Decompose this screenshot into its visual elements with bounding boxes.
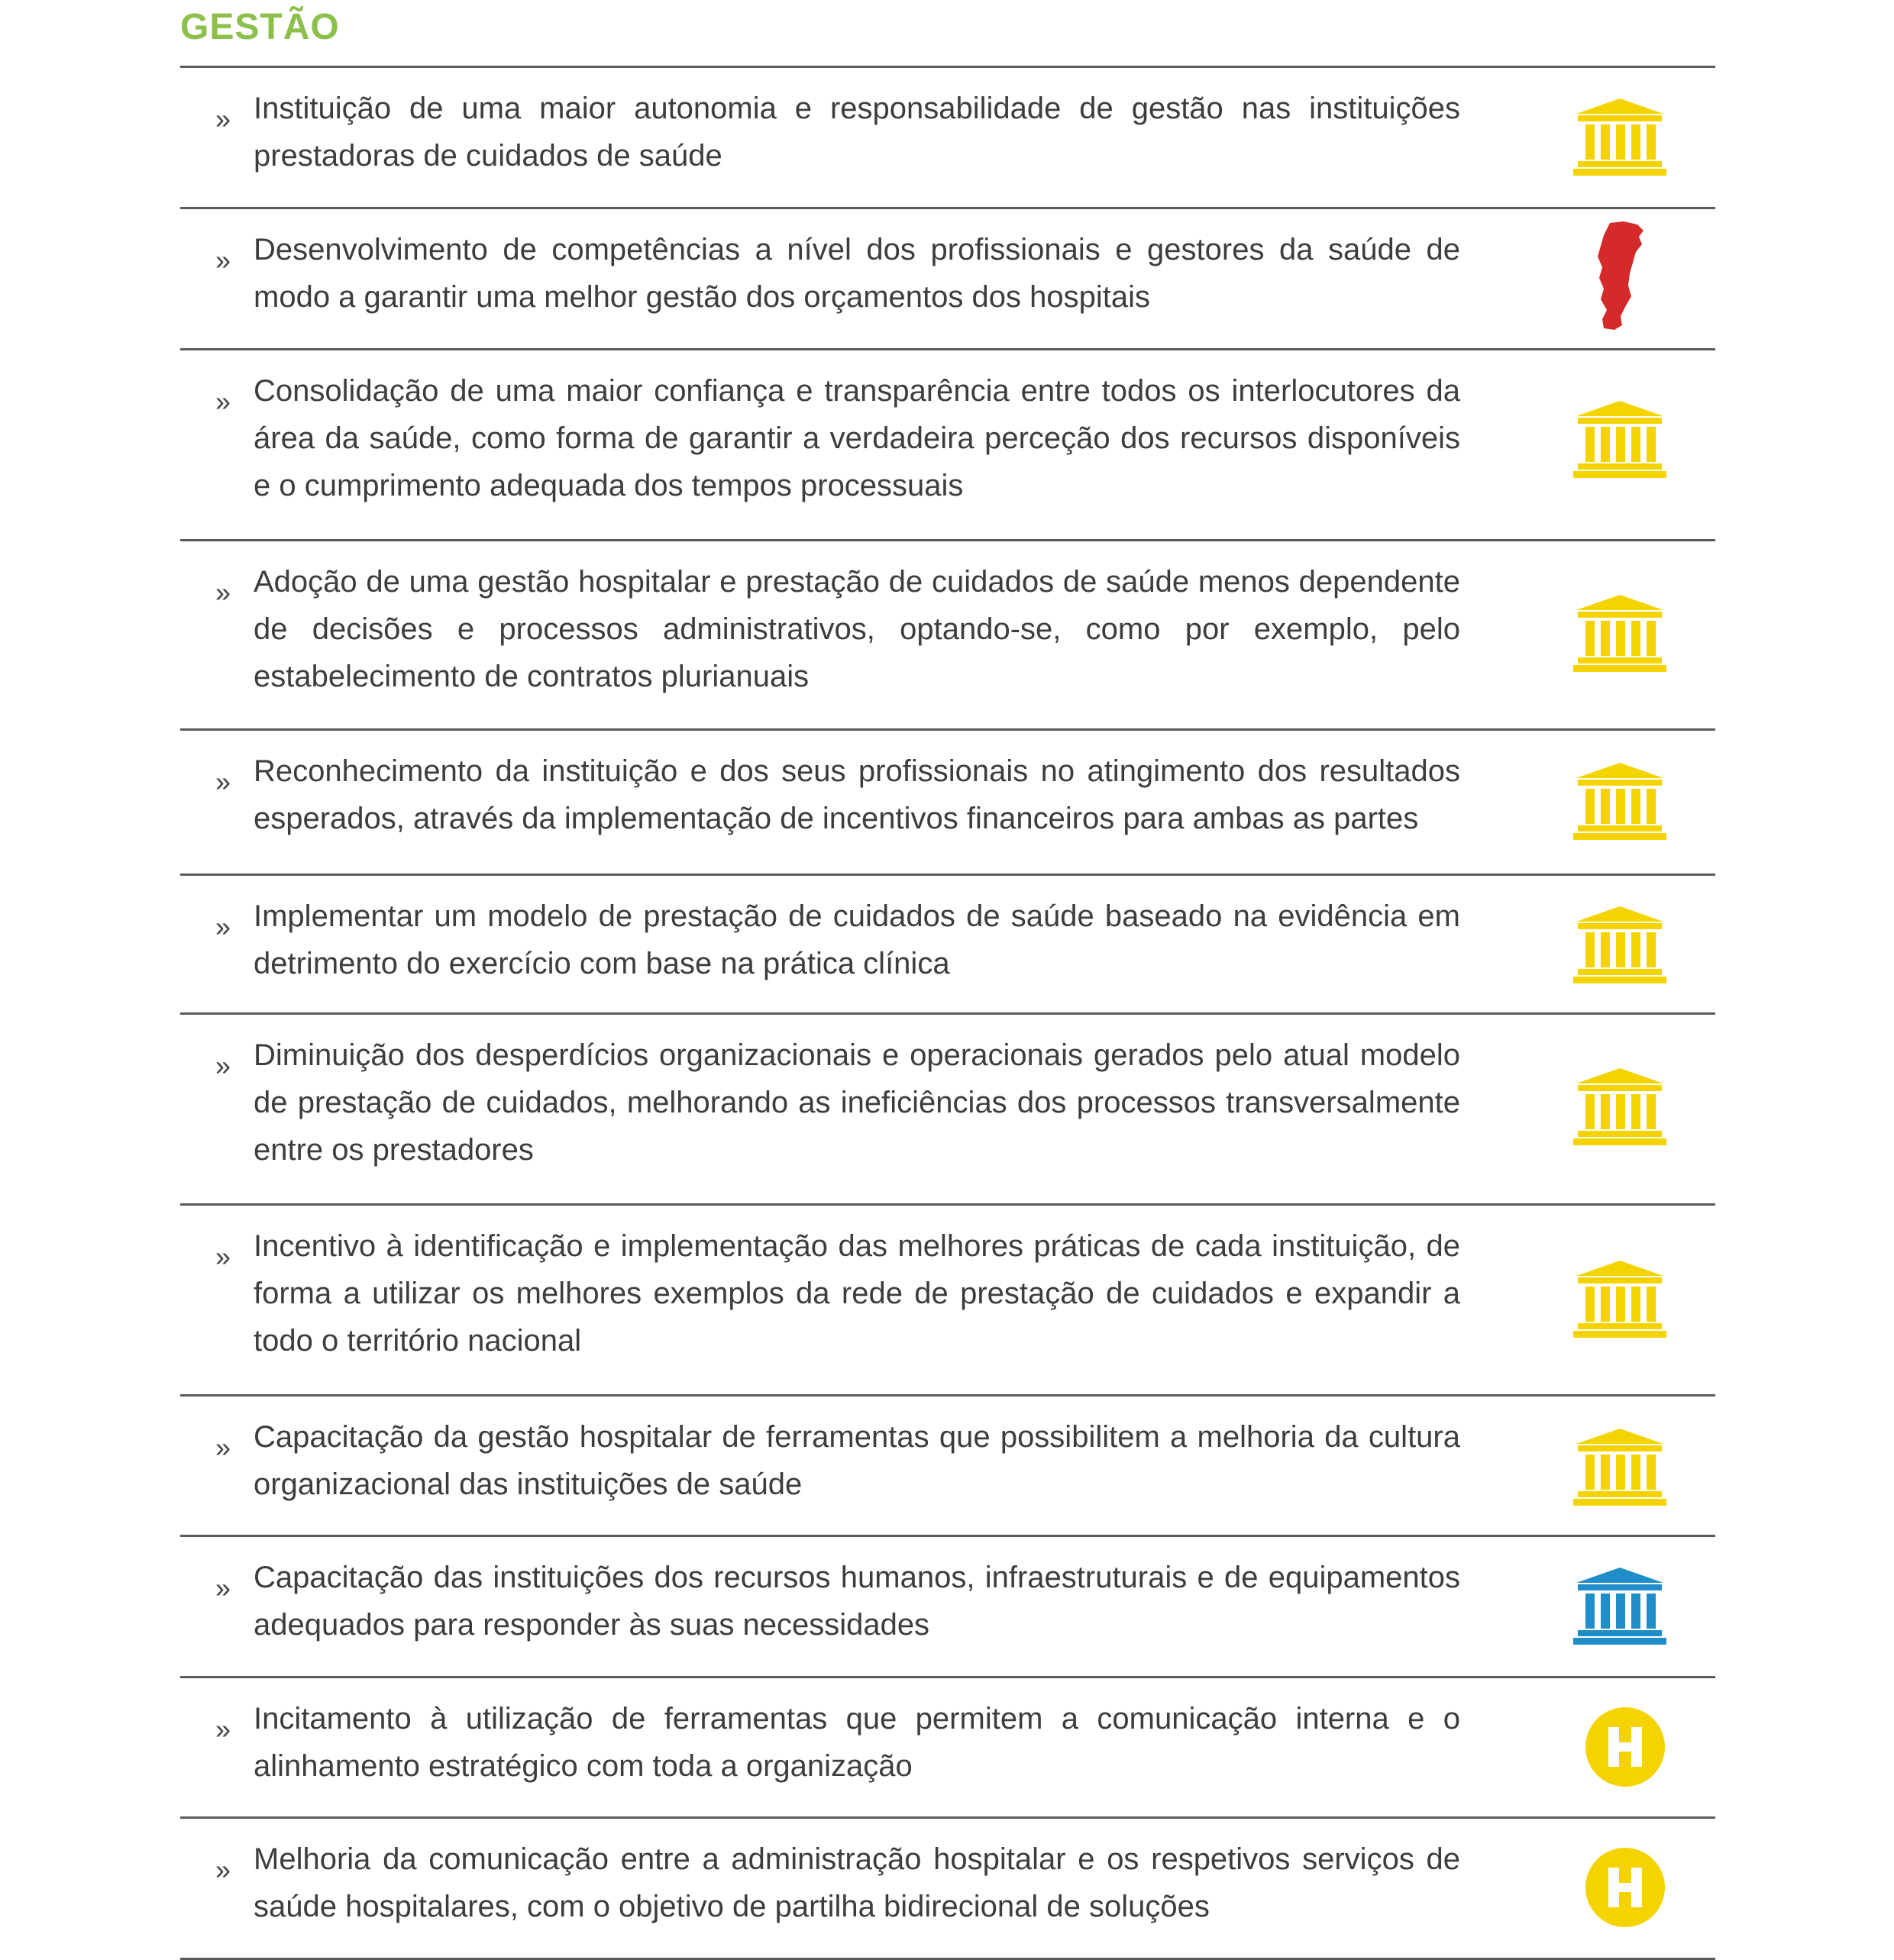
building-icon bbox=[1573, 97, 1666, 176]
list-item bbox=[180, 876, 1715, 1015]
list-item bbox=[180, 1678, 1715, 1819]
item-text: Incitamento à utilização de ferramentas que permitem a comunicação interna e o alinhamento estratégico com toda a organização bbox=[254, 1702, 1460, 1783]
list-item bbox=[180, 1397, 1715, 1537]
list-item bbox=[180, 1537, 1715, 1678]
section-title: GESTÃO bbox=[180, 7, 340, 47]
item-text: Consolidação de uma maior confiança e transparência entre todos os interlocutores da área da saúde, como forma de garantir a verdadeira perceção dos recursos disponíveis e o cumprimento adequada dos tempos processuais bbox=[254, 374, 1460, 502]
list-item bbox=[180, 1015, 1715, 1206]
item-text: Implementar um modelo de prestação de cuidados de saúde baseado na evidência em detrimento do exercício com base na prática clínica bbox=[254, 899, 1460, 980]
hospital-h-icon bbox=[1584, 1846, 1666, 1929]
bullet-marker: » bbox=[215, 1713, 231, 1745]
building-icon bbox=[1573, 399, 1666, 479]
item-text: Melhoria da comunicação entre a administração hospitalar e os respetivos serviços de saúde hospitalares, com o objetivo de partilha bidirecional de soluções bbox=[254, 1842, 1460, 1923]
list-item bbox=[180, 541, 1715, 731]
bullet-marker: » bbox=[215, 1432, 231, 1463]
item-text: Capacitação das instituições dos recursos humanos, infraestruturais e de equipamentos adequados para responder às suas necessidades bbox=[254, 1561, 1460, 1642]
list-item bbox=[180, 1819, 1715, 1960]
bullet-marker: » bbox=[215, 103, 231, 134]
building-icon bbox=[1573, 593, 1666, 673]
item-text: Capacitação da gestão hospitalar de ferramentas que possibilitem a melhoria da cultura organizacional das instituições de saúde bbox=[254, 1420, 1460, 1501]
portugal-map-icon bbox=[1593, 220, 1647, 331]
building-icon bbox=[1573, 1259, 1666, 1338]
list-item bbox=[180, 68, 1715, 209]
building-icon bbox=[1573, 1427, 1666, 1506]
bullet-marker: » bbox=[215, 1241, 231, 1272]
bullet-marker: » bbox=[215, 1050, 231, 1081]
bullet-marker: » bbox=[215, 244, 231, 276]
item-text: Adoção de uma gestão hospitalar e prestação de cuidados de saúde menos dependente de decisões e processos administrativos, optando-se, como por exemplo, pelo estabelecimento de contratos plurianuais bbox=[254, 565, 1460, 693]
building-icon bbox=[1573, 761, 1666, 841]
item-text: Reconhecimento da instituição e dos seus profissionais no atingimento dos resultados esperados, através da implementação de incentivos financeiros para ambas as partes bbox=[254, 754, 1460, 835]
bullet-marker: » bbox=[215, 911, 231, 942]
item-text: Desenvolvimento de competências a nível dos profissionais e gestores da saúde de modo a garantir uma melhor gestão dos orçamentos dos hospitais bbox=[254, 233, 1460, 314]
bullet-marker: » bbox=[215, 766, 231, 797]
bullet-marker: » bbox=[215, 576, 231, 608]
hospital-h-icon bbox=[1584, 1706, 1666, 1788]
building-icon bbox=[1573, 1566, 1666, 1645]
bullet-marker: » bbox=[215, 1854, 231, 1885]
item-text: Diminuição dos desperdícios organizacionais e operacionais gerados pelo atual modelo de prestação de cuidados, melhorando as ineficiências dos processos transversalmente entre os prestadores bbox=[254, 1038, 1460, 1167]
building-icon bbox=[1573, 1067, 1666, 1146]
item-text: Instituição de uma maior autonomia e responsabilidade de gestão nas instituições prestadoras de cuidados de saúde bbox=[254, 92, 1460, 173]
list-item bbox=[180, 350, 1715, 541]
measures-list bbox=[180, 66, 1715, 1960]
building-icon bbox=[1573, 905, 1666, 984]
bullet-marker: » bbox=[215, 386, 231, 417]
list-item bbox=[180, 209, 1715, 350]
list-item bbox=[180, 1206, 1715, 1397]
item-text: Incentivo à identificação e implementação das melhores práticas de cada instituição, de forma a utilizar os melhores exemplos da rede de prestação de cuidados e expandir a todo o território nacional bbox=[254, 1229, 1460, 1358]
list-item bbox=[180, 731, 1715, 876]
bullet-marker: » bbox=[215, 1572, 231, 1603]
